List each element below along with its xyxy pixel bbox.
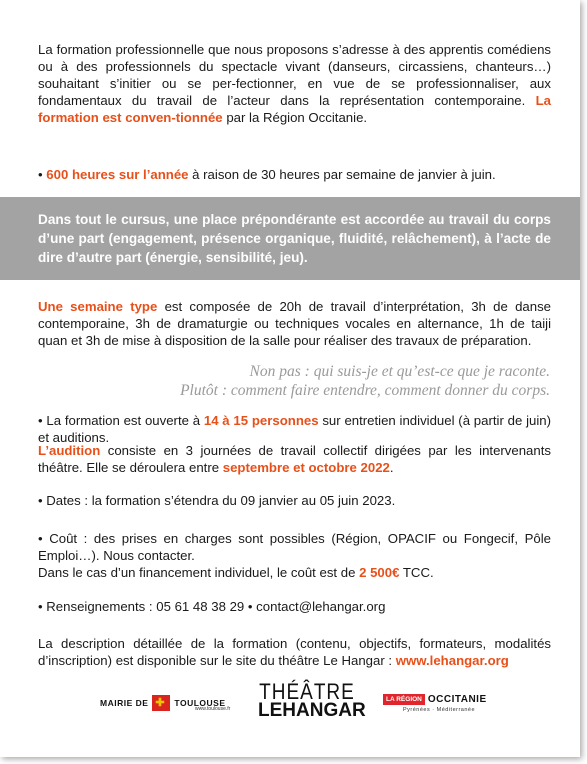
- mairie-toulouse-logo: [100, 695, 231, 712]
- region-name: OCCITANIE: [427, 694, 487, 705]
- website-link[interactable]: www.lehangar.org: [395, 653, 509, 668]
- audition-paragraph: [38, 442, 551, 476]
- cost-amount: 2 500€: [359, 565, 400, 580]
- week-text: est composée de 20h de travail d’interprétation, 3h de danse contemporaine, 3h de dramaturgie ou techniques vocales en alternance, 1h de taiji quan et 3h de mise à disposition de la salle pour réaliser des travaux de préparation.: [38, 299, 552, 348]
- intro-paragraph: [38, 41, 551, 126]
- theatre-hangar-logo: [258, 680, 366, 721]
- week-highlight: Une semaine type: [38, 299, 158, 314]
- cost-line-2-prefix: Dans le cas d’un financement individuel, le coût est de: [38, 565, 360, 580]
- quote-line-1: Non pas : qui suis-je et qu’est-ce que je raconte.: [249, 363, 550, 380]
- band-text: Dans tout le cursus, une place prépondérante est accordée au travail du corps d’une part (engagement, présence organique, fluidité, relâchement), à l’acte de dire d’autre part (énergie, sensibilité, jeu).: [38, 212, 551, 265]
- hangar-line-2: LEHANGAR: [258, 700, 366, 721]
- open-prefix: • La formation est ouverte à: [38, 413, 204, 428]
- hangar-line-1: THÉÂTRE: [259, 680, 355, 705]
- week-paragraph: [38, 298, 551, 349]
- mairie-url: www.toulouse.fr: [195, 706, 231, 712]
- audition-end: .: [389, 460, 394, 475]
- hours-bullet: •: [38, 167, 47, 182]
- intro-text: La formation professionnelle que nous proposons s’adresse à des apprentis comédiens ou à des professionnels du spectacle vivant (danseurs, circassiens, chanteurs…) souhaitant s’initier ou se per-fectionner, en vue de se professionnaliser, aux fondamentaux du travail de l’acteur dans la représentation contemporaine.: [38, 42, 551, 108]
- mairie-city: TOULOUSE: [174, 698, 226, 708]
- hours-text: à raison de 30 heures par semaine de janvier à juin.: [188, 167, 496, 182]
- hours-highlight: 600 heures sur l’année: [46, 167, 189, 182]
- description-text: La description détaillée de la formation (contenu, objectifs, formateurs, modalités d’inscription) est disponible sur le site du théâtre Le Hangar :: [38, 636, 551, 668]
- open-paragraph: [38, 412, 551, 446]
- occitan-cross-icon: [152, 695, 170, 711]
- info-paragraph: • Renseignements : 05 61 48 38 29 • contact@lehangar.org: [38, 599, 386, 614]
- cost-paragraph: [38, 530, 551, 581]
- cost-line-1: • Coût : des prises en charges sont possibles (Région, OPACIF ou Fongecif, Pôle Emploi…). Nous contacter.: [38, 531, 551, 563]
- intro-highlight: La formation est conven-tionnée: [38, 93, 551, 125]
- dates-paragraph: • Dates : la formation s’étendra du 09 janvier au 05 juin 2023.: [38, 493, 396, 508]
- open-highlight: 14 à 15 personnes: [203, 413, 319, 428]
- description-paragraph: [38, 635, 551, 669]
- hours-paragraph: [38, 166, 551, 183]
- audition-text: consiste en 3 journées de travail collectif dirigées par les intervenants théâtre. Elle se déroulera entre: [38, 443, 551, 475]
- region-badge: LA RÉGION: [383, 694, 425, 705]
- mairie-prefix: MAIRIE DE: [100, 698, 149, 708]
- region-occitanie-logo: [383, 694, 487, 713]
- cost-line-2-suffix: TCC.: [399, 565, 434, 580]
- intro-suffix: par la Région Occitanie.: [222, 110, 368, 125]
- cost-line-2: [38, 564, 551, 581]
- region-sub: Pyrénées · Méditerranée: [403, 707, 476, 713]
- audition-dates: septembre et octobre 2022: [222, 460, 390, 475]
- audition-highlight: L’audition: [38, 443, 101, 458]
- open-suffix: sur entretien individuel (à partir de juin) et auditions.: [38, 413, 552, 445]
- highlight-band: [0, 197, 580, 280]
- quote-line-2: Plutôt : comment faire entendre, comment donner du corps.: [180, 382, 550, 399]
